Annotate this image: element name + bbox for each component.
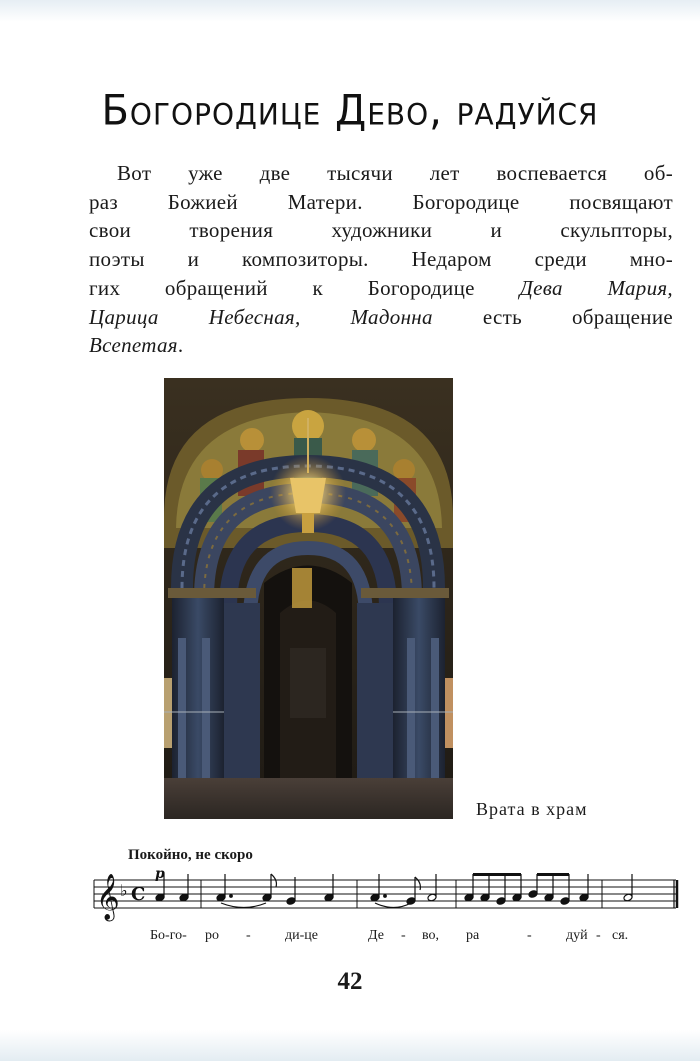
italic-phrase: Дева Мария, bbox=[519, 275, 673, 300]
paragraph-text: есть обращение bbox=[432, 304, 673, 329]
lyric-syllable: - bbox=[527, 928, 532, 943]
time-signature: C bbox=[131, 884, 146, 905]
lyric-syllable: - bbox=[401, 928, 406, 943]
paragraph-line: Вот уже две тысячи лет воспевается об- bbox=[117, 161, 673, 185]
body-paragraph bbox=[89, 159, 673, 360]
photo-caption: Врата в храм bbox=[476, 799, 588, 819]
page-title: Богородице Дево, радуйся bbox=[101, 86, 599, 136]
page-number: 42 bbox=[337, 968, 363, 995]
lyric-syllable: Бо-го- bbox=[150, 928, 187, 943]
lyric-syllable: во, bbox=[422, 928, 440, 943]
paragraph-line: свои творения художники и скульпторы, bbox=[89, 218, 673, 243]
treble-clef-icon: 𝄞 bbox=[96, 874, 120, 920]
lyric-syllable: дуй bbox=[566, 928, 588, 943]
music-staff bbox=[84, 862, 684, 937]
temple-gate-photo bbox=[164, 378, 453, 819]
italic-phrase: Царица Небесная, Мадонна bbox=[89, 304, 433, 329]
tempo-marking: Покойно, не скоро bbox=[128, 847, 253, 863]
lyric-syllable: ра bbox=[466, 928, 480, 943]
lyric-syllable: Де bbox=[368, 928, 384, 943]
paragraph-line bbox=[89, 303, 673, 332]
paragraph-line bbox=[89, 274, 673, 303]
flat-icon: ♭ bbox=[120, 881, 128, 900]
dynamic-marking: p bbox=[155, 866, 165, 882]
lyric-syllable: ди-це bbox=[285, 928, 318, 943]
lyric-syllable: - bbox=[596, 928, 601, 943]
paragraph-line: раз Божией Матери. Богородице посвящают bbox=[89, 189, 673, 214]
song-lyrics bbox=[0, 928, 700, 948]
paragraph-text: гих обращений к Богородице bbox=[89, 275, 520, 300]
paragraph-line bbox=[89, 331, 673, 360]
paragraph-line: поэты и композиторы. Недаром среди мно- bbox=[89, 247, 673, 272]
lyric-syllable: - bbox=[246, 928, 251, 943]
lyric-syllable: ся. bbox=[612, 928, 629, 943]
italic-phrase: Всепетая bbox=[89, 333, 178, 358]
lyric-syllable: ро bbox=[205, 928, 219, 943]
paragraph-text: . bbox=[177, 333, 184, 358]
